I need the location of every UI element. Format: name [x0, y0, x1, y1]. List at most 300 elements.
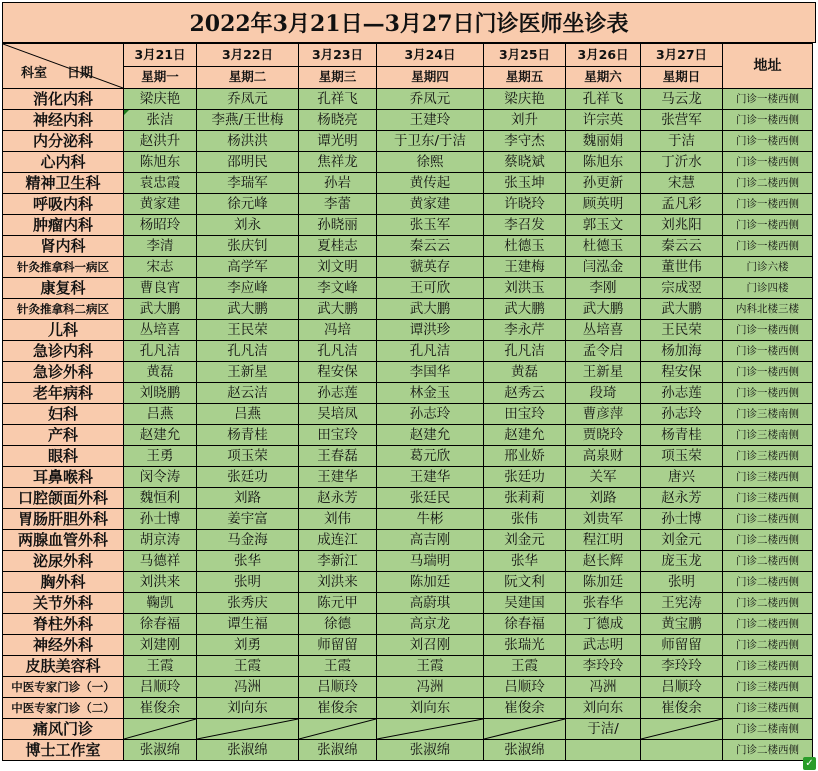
doctor-cell — [484, 173, 566, 194]
address-cell: 门诊一楼西侧 — [723, 362, 813, 383]
table-row — [3, 614, 813, 635]
doctor-name: 杨加海 — [661, 343, 702, 359]
doctor-cell — [299, 425, 377, 446]
doctor-cell — [377, 509, 484, 530]
doctor-cell — [299, 215, 377, 236]
address-cell: 门诊三楼西侧 — [723, 677, 813, 698]
doctor-name: 崔俊余 — [139, 700, 181, 716]
doctor-name: 李应峰 — [227, 280, 268, 296]
doctor-cell — [641, 236, 723, 257]
doctor-name: 程江明 — [582, 532, 624, 548]
dept-cell: 神经外科 — [3, 635, 124, 656]
doctor-cell — [124, 110, 197, 131]
doctor-name: 项玉荣 — [227, 448, 268, 464]
doctor-cell — [641, 425, 723, 446]
dept-cell: 神经内科 — [3, 110, 124, 131]
doctor-cell — [197, 572, 299, 593]
doctor-cell — [484, 89, 566, 110]
doctor-cell — [377, 593, 484, 614]
doctor-cell — [197, 278, 299, 299]
doctor-cell — [641, 446, 723, 467]
doctor-name: 丛培喜 — [139, 322, 181, 338]
table-row — [3, 572, 813, 593]
doctor-name: 杨青桂 — [227, 427, 268, 443]
doctor-cell — [197, 173, 299, 194]
table-row — [3, 677, 813, 698]
doctor-cell — [566, 278, 641, 299]
doctor-name: 武大鹏 — [139, 301, 181, 317]
dept-cell: 脊柱外科 — [3, 614, 124, 635]
doctor-cell — [377, 383, 484, 404]
dept-cell: 内分泌科 — [3, 131, 124, 152]
doctor-cell — [197, 698, 299, 719]
doctor-name: 陈加廷 — [582, 574, 624, 590]
doctor-name: 黄宝鹏 — [661, 616, 702, 632]
address-cell: 门诊三楼西侧 — [723, 698, 813, 719]
doctor-cell — [377, 635, 484, 656]
doctor-cell — [377, 152, 484, 173]
doctor-name: 许宗英 — [582, 112, 624, 128]
table-row — [3, 215, 813, 236]
doctor-cell — [377, 719, 484, 740]
doctor-cell — [484, 698, 566, 719]
doctor-cell — [197, 488, 299, 509]
dept-cell: 两腺血管外科 — [3, 530, 124, 551]
doctor-name: 王可欣 — [409, 280, 451, 296]
doctor-cell — [377, 677, 484, 698]
doctor-cell — [484, 467, 566, 488]
dept-cell: 精神卫生科 — [3, 173, 124, 194]
doctor-cell — [377, 320, 484, 341]
table-row — [3, 719, 813, 740]
doctor-cell — [299, 698, 377, 719]
doctor-name: 魏丽娟 — [582, 133, 624, 149]
doctor-cell — [484, 215, 566, 236]
doctor-name: 王民荣 — [227, 322, 268, 338]
doctor-cell — [377, 614, 484, 635]
doctor-cell — [641, 110, 723, 131]
doctor-cell — [566, 194, 641, 215]
doctor-cell — [377, 299, 484, 320]
doctor-name: 刘路 — [234, 490, 261, 506]
doctor-cell — [566, 635, 641, 656]
doctor-name: 蔡晓斌 — [504, 154, 545, 170]
doctor-cell — [124, 677, 197, 698]
table-row — [3, 635, 813, 656]
doctor-cell — [197, 131, 299, 152]
doctor-name: 葛元欣 — [409, 448, 451, 464]
doctor-cell — [641, 257, 723, 278]
doctor-cell — [484, 740, 566, 761]
doctor-name: 高蔚琪 — [409, 595, 451, 611]
doctor-cell — [566, 677, 641, 698]
doctor-cell — [566, 383, 641, 404]
doctor-name: 王建玲 — [409, 112, 451, 128]
weekday-header: 星期五 — [484, 66, 566, 89]
doctor-cell — [299, 614, 377, 635]
doctor-name: 魏恒利 — [139, 490, 181, 506]
doctor-cell — [484, 194, 566, 215]
doctor-name: 李国华 — [409, 364, 451, 380]
doctor-cell — [641, 593, 723, 614]
doctor-cell — [124, 173, 197, 194]
doctor-name: 刘洪来 — [317, 574, 358, 590]
doctor-cell — [566, 173, 641, 194]
doctor-cell — [641, 740, 723, 761]
doctor-name: 师留留 — [661, 637, 702, 653]
doctor-cell — [377, 173, 484, 194]
doctor-name: 张伟 — [511, 511, 538, 527]
table-row — [3, 152, 813, 173]
doctor-cell — [641, 194, 723, 215]
table-row — [3, 110, 813, 131]
doctor-name: 田宝玲 — [317, 427, 358, 443]
doctor-name: 贾晓玲 — [582, 427, 624, 443]
doctor-cell — [299, 740, 377, 761]
address-cell: 门诊一楼西侧 — [723, 194, 813, 215]
doctor-cell — [299, 341, 377, 362]
doctor-name: 黄磊 — [511, 364, 538, 380]
doctor-name: 刘兆阳 — [661, 217, 702, 233]
doctor-name: 成连江 — [317, 532, 358, 548]
doctor-name: 谭光明 — [317, 133, 358, 149]
doctor-name: 刘伟 — [324, 511, 351, 527]
dept-cell: 口腔颌面外科 — [3, 488, 124, 509]
doctor-name: 王新星 — [227, 364, 268, 380]
doctor-name: 高泉财 — [582, 448, 624, 464]
table-row — [3, 299, 813, 320]
doctor-cell — [641, 131, 723, 152]
doctor-name: 孙志玲 — [409, 406, 451, 422]
doctor-name: 吕燕 — [146, 406, 174, 422]
doctor-cell — [377, 362, 484, 383]
doctor-cell — [299, 89, 377, 110]
doctor-name: 孙更新 — [582, 175, 624, 191]
doctor-cell — [299, 719, 377, 740]
doctor-cell — [124, 152, 197, 173]
doctor-name: 孙晓丽 — [317, 217, 358, 233]
doctor-cell — [484, 635, 566, 656]
doctor-name: 王霞 — [146, 658, 174, 674]
doctor-cell — [197, 446, 299, 467]
doctor-name: 陈加廷 — [409, 574, 451, 590]
doctor-cell — [124, 131, 197, 152]
date-header: 3月25日 — [484, 44, 566, 67]
doctor-name: 马金海 — [227, 532, 268, 548]
doctor-name: 刘勇 — [234, 637, 261, 653]
doctor-cell — [484, 572, 566, 593]
doctor-name: 项玉荣 — [661, 448, 702, 464]
corner-date-label: 日期 — [67, 66, 94, 81]
table-row — [3, 530, 813, 551]
doctor-cell — [299, 278, 377, 299]
date-header: 3月21日 — [124, 44, 197, 67]
doctor-name: 黄磊 — [146, 364, 174, 380]
doctor-cell — [377, 110, 484, 131]
doctor-name: 程安保 — [661, 364, 702, 380]
doctor-name: 赵建允 — [409, 427, 451, 443]
address-cell: 门诊三楼西侧 — [723, 467, 813, 488]
doctor-name: 赵永芳 — [317, 490, 358, 506]
doctor-name: 刘升 — [511, 112, 538, 128]
doctor-cell — [377, 551, 484, 572]
address-cell: 门诊三楼西侧 — [723, 446, 813, 467]
doctor-cell — [197, 509, 299, 530]
doctor-name: 杜德玉 — [504, 238, 545, 254]
address-cell: 门诊三楼南侧 — [723, 404, 813, 425]
doctor-name: 梁庆艳 — [139, 91, 181, 107]
doctor-cell — [124, 89, 197, 110]
doctor-name: 李瑞军 — [227, 175, 268, 191]
doctor-name: 吕顺玲 — [504, 679, 545, 695]
address-cell: 门诊一楼西侧 — [723, 341, 813, 362]
schedule-table — [2, 43, 813, 761]
doctor-cell — [484, 446, 566, 467]
dept-cell: 急诊内科 — [3, 341, 124, 362]
doctor-name: 王建华 — [409, 469, 451, 485]
dept-cell: 急诊外科 — [3, 362, 124, 383]
doctor-name: 张华 — [234, 553, 261, 569]
doctor-cell — [299, 257, 377, 278]
doctor-name: 孟凡彩 — [661, 196, 702, 212]
doctor-cell — [484, 530, 566, 551]
doctor-cell — [484, 404, 566, 425]
doctor-name: 赵永芳 — [661, 490, 702, 506]
dept-cell: 心内科 — [3, 152, 124, 173]
weekday-header: 星期六 — [566, 66, 641, 89]
doctor-name: 马云龙 — [661, 91, 702, 107]
doctor-cell — [641, 320, 723, 341]
doctor-name: 赵云洁 — [227, 385, 268, 401]
table-row — [3, 488, 813, 509]
doctor-cell — [299, 404, 377, 425]
doctor-name: 田宝玲 — [504, 406, 545, 422]
doctor-cell — [641, 341, 723, 362]
doctor-cell — [299, 551, 377, 572]
doctor-name: 虢英存 — [409, 259, 451, 275]
doctor-name: 许晓玲 — [504, 196, 545, 212]
doctor-name: 王霞 — [511, 658, 538, 674]
doctor-cell — [197, 341, 299, 362]
doctor-cell — [484, 362, 566, 383]
dept-cell: 消化内科 — [3, 89, 124, 110]
doctor-name: 曹彦萍 — [582, 406, 624, 422]
dept-cell: 呼吸内科 — [3, 194, 124, 215]
doctor-name: 黄家建 — [409, 196, 451, 212]
doctor-cell — [566, 215, 641, 236]
doctor-cell — [124, 425, 197, 446]
doctor-cell — [299, 530, 377, 551]
doctor-name: 高学军 — [227, 259, 268, 275]
doctor-cell — [566, 740, 641, 761]
doctor-cell — [377, 530, 484, 551]
doctor-cell — [377, 257, 484, 278]
doctor-name: 闵令涛 — [139, 469, 181, 485]
doctor-cell — [566, 719, 641, 740]
table-row — [3, 656, 813, 677]
doctor-name: 张莉莉 — [504, 490, 545, 506]
doctor-cell — [641, 614, 723, 635]
address-cell: 门诊二楼西侧 — [723, 593, 813, 614]
doctor-cell — [484, 278, 566, 299]
doctor-name: 张瑞光 — [504, 637, 545, 653]
doctor-name: 夏桂志 — [317, 238, 358, 254]
doctor-name: 徐春福 — [139, 616, 181, 632]
doctor-cell — [377, 488, 484, 509]
doctor-cell — [566, 320, 641, 341]
doctor-name: 刘路 — [589, 490, 617, 506]
doctor-cell — [484, 656, 566, 677]
doctor-cell — [484, 110, 566, 131]
doctor-cell — [641, 719, 723, 740]
address-cell: 门诊三楼西侧 — [723, 656, 813, 677]
table-row — [3, 320, 813, 341]
doctor-name: 牛彬 — [416, 511, 444, 527]
dept-cell: 肾内科 — [3, 236, 124, 257]
doctor-cell — [377, 341, 484, 362]
doctor-cell — [484, 614, 566, 635]
doctor-name: 冯洲 — [416, 679, 444, 695]
doctor-cell — [566, 152, 641, 173]
doctor-cell — [124, 341, 197, 362]
doctor-cell — [197, 593, 299, 614]
doctor-cell — [299, 635, 377, 656]
doctor-name: 宋志 — [146, 259, 174, 275]
page-title: 2022年3月21日—3月27日门诊医师坐诊表 — [2, 2, 816, 43]
doctor-cell — [197, 110, 299, 131]
doctor-name: 赵秀云 — [504, 385, 545, 401]
address-cell: 门诊二楼西侧 — [723, 509, 813, 530]
doctor-name: 刘金元 — [504, 532, 545, 548]
doctor-cell — [124, 488, 197, 509]
doctor-name: 冯培 — [324, 322, 351, 338]
address-cell: 门诊三楼西侧 — [723, 488, 813, 509]
doctor-name: 刘向东 — [409, 700, 451, 716]
doctor-cell — [641, 89, 723, 110]
doctor-cell — [124, 656, 197, 677]
doctor-name: 王建华 — [317, 469, 358, 485]
doctor-cell — [377, 446, 484, 467]
table-row — [3, 278, 813, 299]
doctor-name: 孔祥飞 — [317, 91, 358, 107]
doctor-cell — [197, 614, 299, 635]
doctor-cell — [641, 509, 723, 530]
date-header: 3月22日 — [197, 44, 299, 67]
dept-cell: 关节外科 — [3, 593, 124, 614]
address-cell: 门诊一楼西侧 — [723, 215, 813, 236]
doctor-name: 武大鹏 — [661, 301, 702, 317]
doctor-name: 张华 — [511, 553, 538, 569]
doctor-name: 谭生福 — [227, 616, 268, 632]
doctor-cell — [299, 467, 377, 488]
doctor-cell — [197, 215, 299, 236]
doctor-name: 丁沂水 — [661, 154, 702, 170]
table-row — [3, 509, 813, 530]
address-cell: 门诊二楼西侧 — [723, 572, 813, 593]
address-cell: 门诊一楼西侧 — [723, 110, 813, 131]
doctor-name: 袁忠霞 — [139, 175, 181, 191]
doctor-name: 李文峰 — [317, 280, 358, 296]
doctor-cell — [566, 257, 641, 278]
doctor-cell — [641, 278, 723, 299]
doctor-name: 王建梅 — [504, 259, 545, 275]
doctor-name: 王春磊 — [317, 448, 358, 464]
doctor-name: 徐元峰 — [227, 196, 268, 212]
doctor-name: 邢业娇 — [504, 448, 545, 464]
doctor-name: 宗成翌 — [661, 280, 702, 296]
weekday-header: 星期一 — [124, 66, 197, 89]
dept-cell: 胸外科 — [3, 572, 124, 593]
doctor-name: 张淑绵 — [227, 742, 268, 758]
doctor-name: 崔俊余 — [317, 700, 358, 716]
doctor-name: 曹良宵 — [139, 280, 181, 296]
doctor-name: 丛培喜 — [582, 322, 624, 338]
address-cell: 门诊二楼西侧 — [723, 635, 813, 656]
doctor-name: 张秀庆 — [227, 595, 268, 611]
doctor-cell — [566, 89, 641, 110]
doctor-cell — [299, 236, 377, 257]
doctor-name: 梁庆艳 — [504, 91, 545, 107]
dept-cell: 针灸推拿科一病区 — [3, 257, 124, 278]
doctor-name: 张庆钊 — [227, 238, 268, 254]
doctor-name: 秦云云 — [661, 238, 702, 254]
doctor-name: 李燕/王世梅 — [211, 112, 284, 128]
dept-cell: 泌尿外科 — [3, 551, 124, 572]
doctor-name: 于卫东/于洁 — [393, 133, 467, 149]
weekday-header: 星期日 — [641, 66, 723, 89]
address-cell: 门诊二楼西侧 — [723, 551, 813, 572]
doctor-cell — [299, 509, 377, 530]
doctor-name: 马瑞明 — [409, 553, 451, 569]
doctor-name: 高吉刚 — [409, 532, 451, 548]
doctor-cell — [566, 341, 641, 362]
doctor-name: 阮文利 — [504, 574, 545, 590]
doctor-cell — [641, 404, 723, 425]
doctor-name: 孔凡洁 — [504, 343, 545, 359]
doctor-name: 徐春福 — [504, 616, 545, 632]
doctor-name: 陈旭东 — [582, 154, 624, 170]
address-cell: 门诊一楼西侧 — [723, 236, 813, 257]
doctor-name: 乔凤元 — [227, 91, 268, 107]
doctor-cell — [197, 383, 299, 404]
doctor-name: 郭玉文 — [582, 217, 624, 233]
doctor-cell — [377, 698, 484, 719]
doctor-cell — [566, 656, 641, 677]
dept-cell: 眼科 — [3, 446, 124, 467]
doctor-cell — [299, 194, 377, 215]
doctor-cell — [377, 656, 484, 677]
weekday-header: 星期四 — [377, 66, 484, 89]
dept-cell: 中医专家门诊（一） — [3, 677, 124, 698]
address-cell: 门诊一楼西侧 — [723, 383, 813, 404]
doctor-name: 赵建允 — [504, 427, 545, 443]
doctor-name: 王霞 — [234, 658, 261, 674]
doctor-name: 秦云云 — [409, 238, 451, 254]
doctor-cell — [484, 257, 566, 278]
doctor-name: 关军 — [589, 469, 617, 485]
weekday-header: 星期二 — [197, 66, 299, 89]
doctor-cell — [566, 698, 641, 719]
doctor-cell — [124, 194, 197, 215]
doctor-cell — [299, 488, 377, 509]
doctor-cell — [566, 530, 641, 551]
doctor-name: 杜德玉 — [582, 238, 624, 254]
doctor-name: 刘文明 — [317, 259, 358, 275]
dept-cell: 皮肤美容科 — [3, 656, 124, 677]
doctor-cell — [124, 740, 197, 761]
doctor-cell — [566, 299, 641, 320]
doctor-name: 孔凡洁 — [139, 343, 181, 359]
